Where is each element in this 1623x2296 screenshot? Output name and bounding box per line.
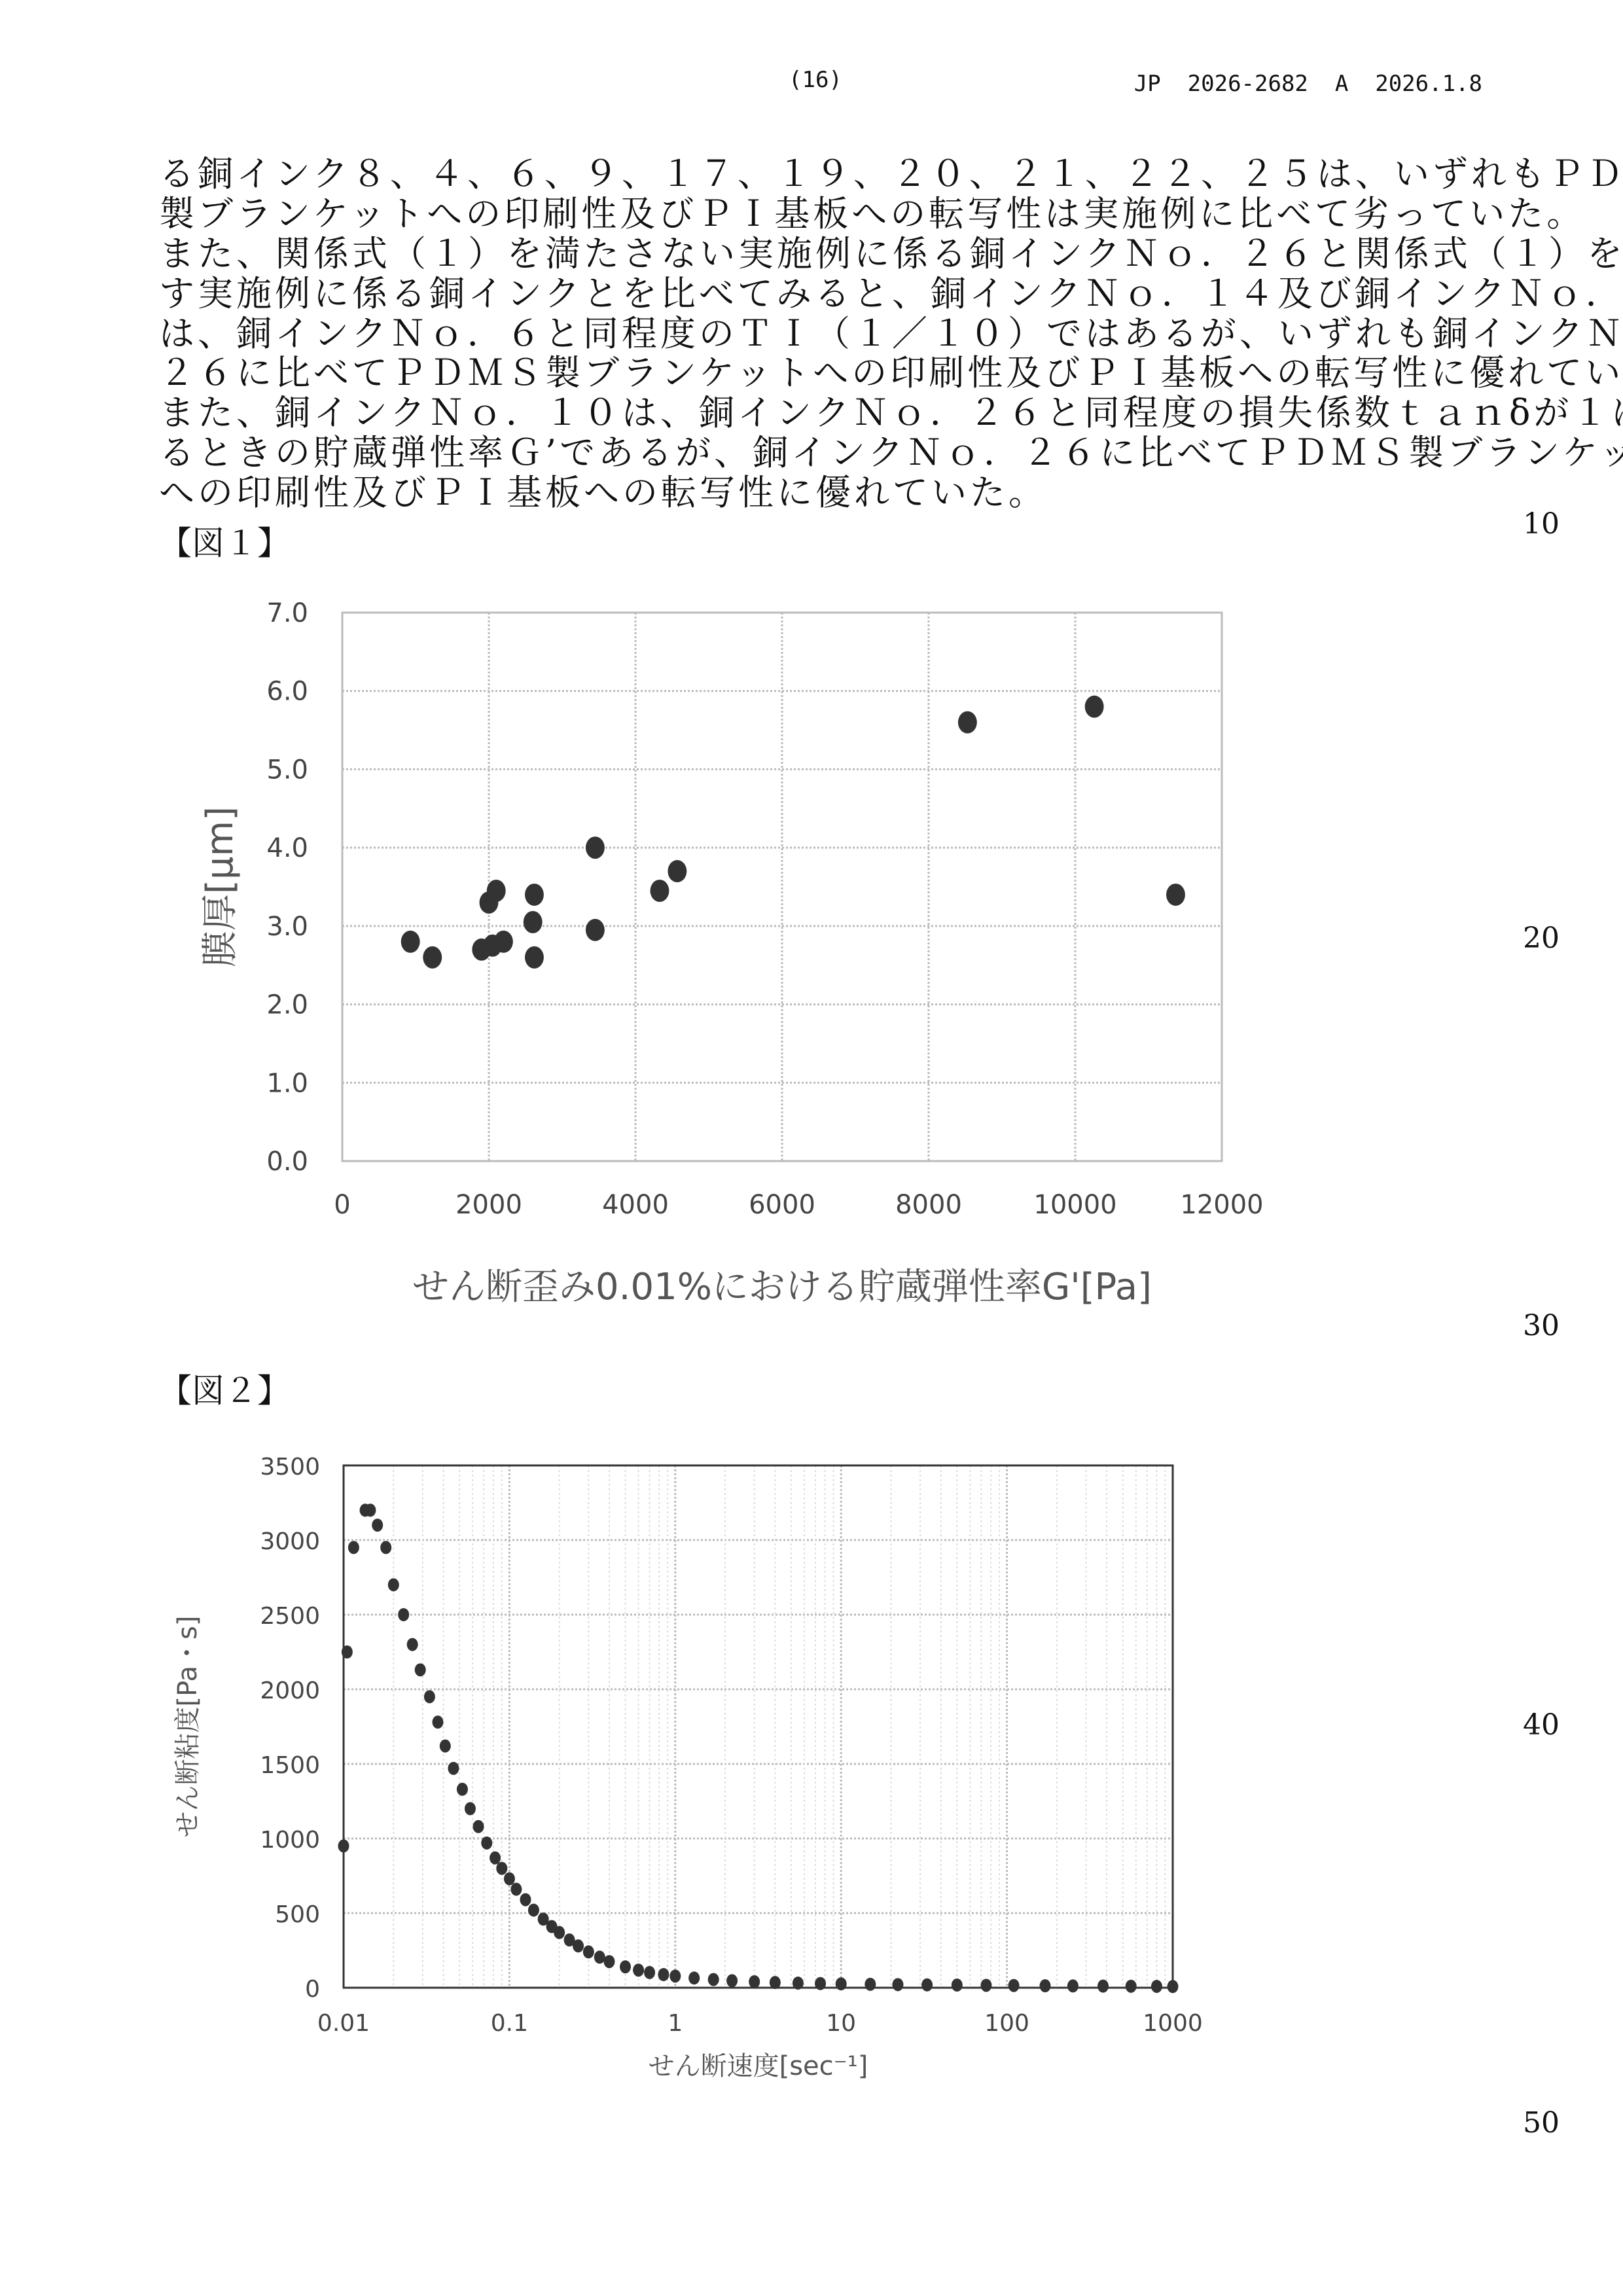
data-point (586, 836, 605, 859)
data-point (481, 1837, 492, 1850)
data-point (644, 1966, 655, 1979)
data-point (603, 1955, 615, 1968)
y-tick-label: 1000 (260, 1827, 320, 1854)
data-point (1151, 1980, 1162, 1993)
plot-frame (344, 1465, 1173, 1988)
data-point (1039, 1979, 1050, 1992)
figure-2-label: 【図２】 (159, 1365, 290, 1412)
y-tick-label: 0 (305, 1976, 320, 2003)
data-point (1008, 1979, 1020, 1992)
data-point (836, 1977, 847, 1990)
data-point (457, 1783, 468, 1796)
data-point (1085, 696, 1104, 718)
data-point (958, 711, 977, 734)
data-point (407, 1638, 418, 1651)
line-number: 30 (1518, 1309, 1564, 1342)
data-point (669, 1969, 681, 1982)
data-point (892, 1978, 903, 1991)
data-point (504, 1873, 515, 1886)
data-point (708, 1973, 719, 1986)
y-tick-label: 2.0 (266, 990, 308, 1020)
x-axis-title: せん断速度[sec⁻¹] (649, 2051, 868, 2081)
data-point (770, 1976, 781, 1989)
x-tick-label: 0.01 (317, 2010, 370, 2037)
x-tick-label: 4000 (602, 1190, 669, 1220)
body-line: ２６に比べてＰＤＭＳ製ブランケットへの印刷性及びＰＩ基板への転写性に優れていた。 (159, 353, 1623, 393)
data-point (338, 1839, 349, 1852)
data-point (1126, 1980, 1137, 1993)
page-number: (16) (789, 67, 842, 93)
data-point (749, 1975, 760, 1988)
line-number: 40 (1518, 1708, 1564, 1742)
data-point (496, 1862, 507, 1875)
data-point (1166, 884, 1185, 906)
y-tick-label: 3.0 (266, 912, 308, 942)
data-point (372, 1518, 383, 1532)
y-tick-label: 3500 (260, 1454, 320, 1480)
data-point (952, 1979, 963, 1992)
figure-1-label: 【図１】 (159, 517, 290, 564)
data-point (348, 1541, 359, 1554)
y-axis-title: 膜厚[μm] (199, 806, 241, 967)
data-point (494, 931, 513, 953)
body-line: また、関係式（１）を満たさない実施例に係る銅インクＮｏ．２６と関係式（１）を満た (159, 234, 1623, 274)
body-line: るときの貯蔵弾性率Ｇ’であるが、銅インクＮｏ．２６に比べてＰＤＭＳ製ブランケット (159, 433, 1623, 473)
x-tick-label: 100 (984, 2010, 1029, 2037)
y-tick-label: 1.0 (266, 1068, 308, 1098)
data-point (448, 1762, 459, 1775)
data-point (465, 1802, 476, 1815)
data-point (487, 880, 506, 902)
data-point (573, 1939, 584, 1952)
data-point (415, 1663, 426, 1676)
y-tick-label: 4.0 (266, 833, 308, 863)
y-tick-label: 2000 (260, 1677, 320, 1704)
data-point (586, 919, 605, 941)
data-point (423, 946, 442, 969)
data-point (980, 1979, 991, 1992)
x-tick-label: 0.1 (491, 2010, 528, 2037)
data-point (651, 880, 669, 902)
data-point (528, 1903, 539, 1916)
data-point (815, 1977, 826, 1990)
plot-frame (342, 613, 1222, 1161)
body-line: る銅インク８、４、６、９、１７、１９、２０、２１、２２、２５は、いずれもＰＤＭＳ (159, 154, 1623, 194)
line-number: 50 (1518, 2106, 1564, 2140)
data-point (365, 1503, 376, 1516)
x-tick-label: 12000 (1180, 1190, 1263, 1220)
data-point (865, 1978, 876, 1991)
y-tick-label: 500 (275, 1901, 320, 1928)
data-point (1067, 1979, 1079, 1992)
data-point (554, 1926, 565, 1939)
y-tick-label: 5.0 (266, 755, 308, 785)
data-point (490, 1852, 501, 1865)
data-point (793, 1977, 804, 1990)
data-point (921, 1979, 933, 1992)
line-number: 20 (1518, 922, 1564, 955)
body-line: 製ブランケットへの印刷性及びＰＩ基板への転写性は実施例に比べて劣っていた。 (159, 194, 1585, 234)
data-point (520, 1893, 531, 1906)
line-number: 10 (1518, 507, 1564, 541)
data-point (401, 931, 420, 953)
data-point (424, 1690, 435, 1703)
x-tick-label: 8000 (895, 1190, 962, 1220)
data-point (473, 1820, 484, 1833)
y-tick-label: 7.0 (266, 598, 308, 628)
data-point (398, 1608, 409, 1621)
data-point (342, 1645, 353, 1659)
x-tick-label: 10 (826, 2010, 856, 2037)
data-point (525, 946, 544, 969)
data-point (432, 1715, 443, 1729)
body-line: す実施例に係る銅インクとを比べてみると、銅インクＮｏ．１４及び銅インクＮｏ．２７ (159, 274, 1623, 314)
publication-number: JP 2026-2682 A 2026.1.8 (1134, 71, 1482, 97)
x-axis-title: せん断歪み0.01%における貯蔵弾性率G'[Pa] (412, 1266, 1152, 1308)
data-point (524, 911, 543, 933)
x-tick-label: 1 (668, 2010, 683, 2037)
data-point (1097, 1979, 1109, 1992)
x-tick-label: 6000 (749, 1190, 815, 1220)
data-point (380, 1541, 391, 1554)
data-point (633, 1964, 644, 1977)
body-line: への印刷性及びＰＩ基板への転写性に優れていた。 (159, 473, 1047, 512)
body-line: は、銅インクＮｏ．６と同程度のＴＩ（１／１０）ではあるが、いずれも銅インクＮｏ． (159, 314, 1623, 353)
y-axis-title: せん断粘度[Pa・s] (173, 1616, 203, 1838)
data-point (726, 1974, 738, 1987)
x-tick-label: 2000 (455, 1190, 522, 1220)
figure-1-scatter-chart (0, 0, 1623, 2296)
body-line: また、銅インクＮｏ．１０は、銅インクＮｏ．２６と同程度の損失係数ｔａｎδが１にな (159, 393, 1623, 433)
x-tick-label: 0 (334, 1190, 350, 1220)
y-tick-label: 2500 (260, 1603, 320, 1630)
x-tick-label: 1000 (1143, 2010, 1203, 2037)
data-point (688, 1971, 700, 1984)
data-point (440, 1740, 451, 1753)
data-point (594, 1950, 605, 1964)
y-tick-label: 6.0 (266, 677, 308, 707)
data-point (620, 1960, 631, 1973)
data-point (658, 1968, 669, 1981)
y-tick-label: 3000 (260, 1528, 320, 1555)
data-point (510, 1883, 522, 1896)
data-point (668, 860, 687, 882)
data-point (525, 884, 544, 906)
x-tick-label: 10000 (1033, 1190, 1116, 1220)
y-tick-label: 0.0 (266, 1147, 308, 1177)
data-point (583, 1945, 594, 1958)
data-point (1168, 1980, 1179, 1993)
y-tick-label: 1500 (260, 1752, 320, 1779)
data-point (388, 1578, 399, 1591)
